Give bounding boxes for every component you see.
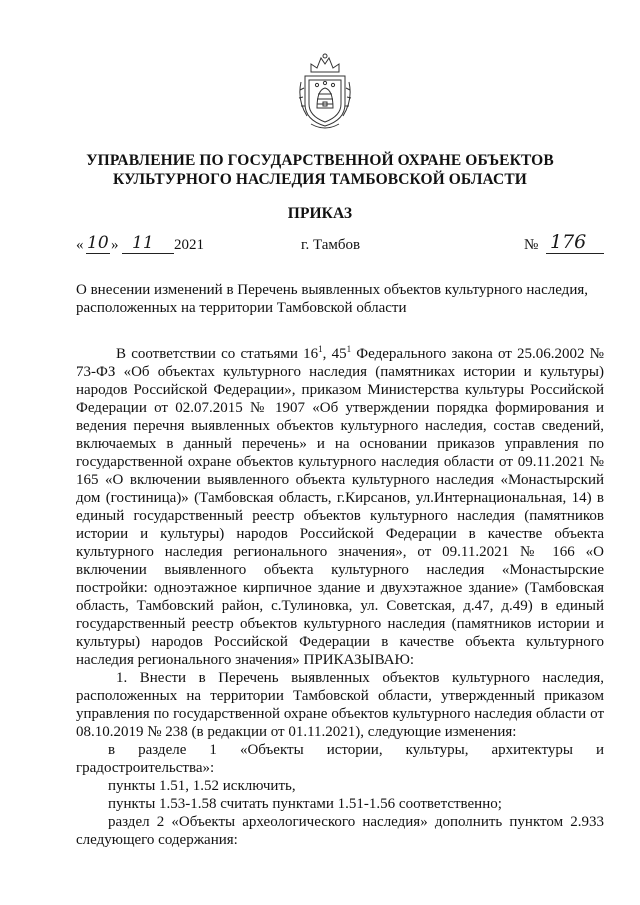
- section-1-line1: в разделе 1 «Объекты истории, культуры, архитектуры и: [108, 742, 604, 758]
- date-number-line: [0, 233, 640, 259]
- preamble-part-b: , 45: [322, 346, 347, 362]
- section-2-paragraph: раздел 2 «Объекты археологического наследия» дополнить пунктом 2.933 следующего содержания:: [76, 814, 604, 848]
- handwritten-order-number: 176: [550, 231, 587, 253]
- number-underline: [546, 253, 604, 254]
- number-sign: №: [524, 237, 539, 253]
- renumber-items-line: пункты 1.53-1.58 считать пунктами 1.51-1.56 соответственно;: [108, 796, 502, 812]
- preamble-part-a: В соответствии со статьями 16: [116, 346, 319, 362]
- document-type-title: ПРИКАЗ: [287, 205, 353, 222]
- superscript-1: 1: [318, 344, 323, 354]
- date-year: 2021: [174, 237, 204, 253]
- preamble-part-c: Федерального закона от 25.06.2002 № 73-ФЗ «Об объектах культурного наследия (памятниках истории и культуры) народов Российской Федерации», приказом Министерства культуры Российской Федерации от 02.07.2015 № 1907 «Об утверждении порядка формирования и ведения перечня выявленных объектов культурного наследия, состав сведений, включаемых в данный перечень» и на основании приказов управления по государственной охране объектов культурного наследия области от 09.11.2021 № 165 «О включении выявленного объекта культурного наследия «Монастырский дом (гостиница)» (Тамбовская область, г.Кирсанов, ул.Интернациональная, 14) в единый государственный реестр объектов культурного наследия (памятников истории и культуры) народов Российской Федерации в качестве объекта культурного наследия регионального значения», от 09.11.2021 № 166 «О включении выявленного объекта культурного наследия «Монастырские постройки: одноэтажное кирпичное здание и двухэтажное здание» (Тамбовская область, Тамбовский район, с.Тулиновка, ул. Советская, д.47, д.49) в единый государственный реестр объектов культурного наследия (памятников истории и культуры) народов Российской Федерации в качестве объекта культурного наследия регионального значения» ПРИКАЗЫВАЮ:: [76, 346, 604, 668]
- agency-name-line1: УПРАВЛЕНИЕ ПО ГОСУДАРСТВЕННОЙ ОХРАНЕ ОБЪЕКТОВ: [86, 152, 554, 169]
- coat-of-arms-emblem: [297, 52, 353, 130]
- city-name: г. Тамбов: [301, 237, 361, 253]
- close-quote: »: [111, 237, 119, 253]
- subject-line2: расположенных на территории Тамбовской области: [76, 300, 407, 316]
- superscript-2: 1: [346, 344, 352, 354]
- order-subject: [76, 281, 604, 317]
- agency-name-line2: КУЛЬТУРНОГО НАСЛЕДИЯ ТАМБОВСКОЙ ОБЛАСТИ: [113, 171, 527, 188]
- day-underline: [86, 253, 110, 254]
- preamble-paragraph: [76, 345, 604, 669]
- handwritten-day: 10: [87, 233, 109, 253]
- clause-1-paragraph: 1. Внести в Перечень выявленных объектов культурного наследия, расположенных на территории Тамбовской области, утвержденный приказом управления по государственной охране объектов культурного наследия области от 08.10.2019 № 238 (в редакции от 01.11.2021), следующие изменения:: [76, 670, 604, 740]
- section-1-line2: градостроительства»:: [76, 760, 215, 776]
- open-quote: «: [76, 237, 84, 253]
- exclude-items-line: пункты 1.51, 1.52 исключить,: [108, 778, 296, 794]
- handwritten-month: 11: [132, 233, 154, 253]
- order-body: [76, 345, 604, 849]
- subject-line1: О внесении изменений в Перечень выявленных объектов культурного наследия,: [76, 282, 588, 298]
- month-underline: [122, 253, 174, 254]
